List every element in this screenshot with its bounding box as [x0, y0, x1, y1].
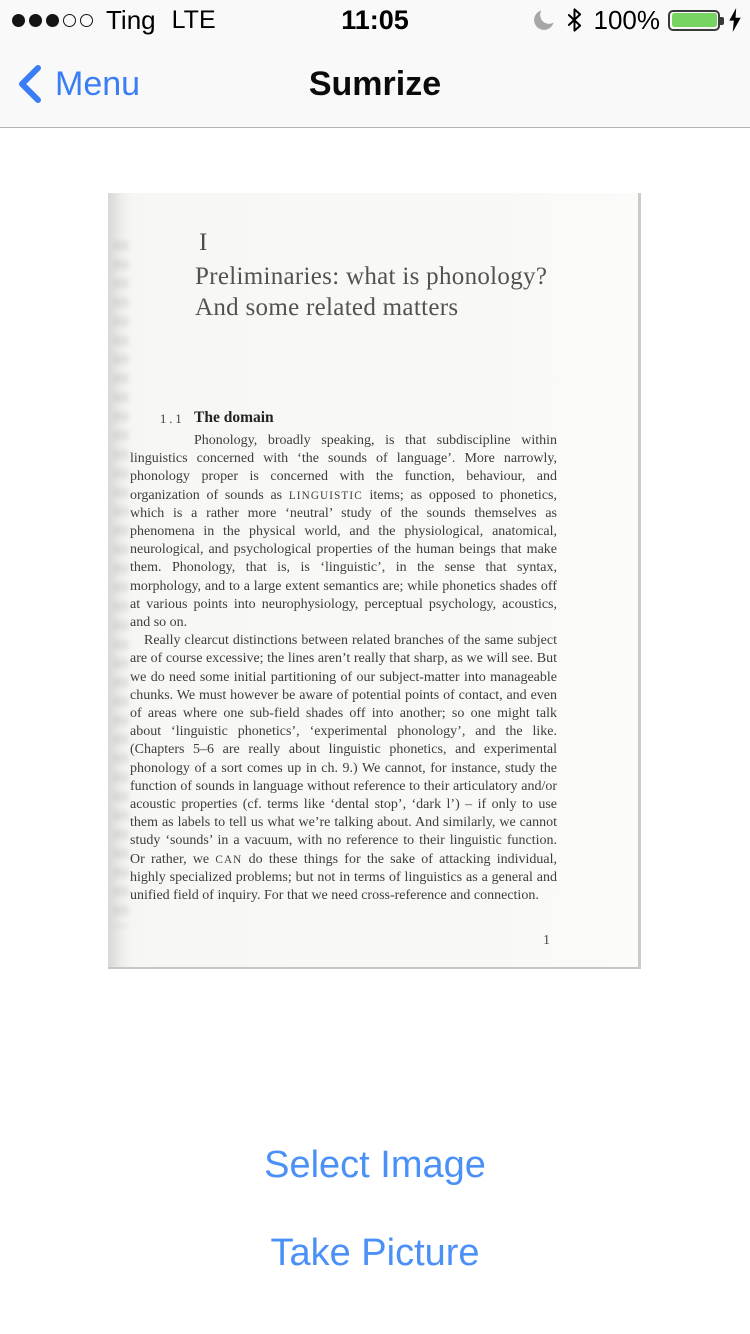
nav-bar	[0, 40, 750, 128]
body-text	[130, 432, 557, 905]
page-title: Sumrize	[308, 64, 442, 103]
page-bleedthrough-marks	[113, 241, 129, 927]
section-title: The domain	[194, 409, 274, 426]
network-type-label: LTE	[171, 5, 216, 34]
select-image-button[interactable]: Select Image	[0, 1144, 750, 1187]
do-not-disturb-moon-icon	[533, 9, 555, 31]
status-bar	[0, 0, 750, 40]
battery-percent-label: 100%	[593, 4, 660, 35]
chapter-title	[195, 261, 615, 323]
document-preview-image	[108, 193, 641, 969]
page-number: 1	[543, 933, 550, 948]
back-chevron-icon	[16, 64, 43, 104]
status-time: 11:05	[341, 4, 409, 35]
charging-bolt-icon	[728, 8, 742, 32]
back-button-label: Menu	[55, 64, 141, 103]
chapter-title-line2: And some related matters	[195, 294, 459, 321]
chapter-title-line1: Preliminaries: what is phonology?	[195, 263, 548, 290]
header	[0, 0, 750, 128]
paragraph-2: Really clearcut distinctions between related branches of the same subject are of course excessive; the lines aren’t really that sharp, as we will see. But we do need some initial partitioning of our subject-matter into manageable chunks. We must however be aware of potential points of contact, and even of areas where one sub-field shades off into another; so one might talk about ‘linguistic phonetics’, ‘experimental phonology’, and the like. (Chapters 5–6 are really about linguistic phonetics, and experimental phonology of a sort comes up in ch. 9.) We cannot, for instance, study the function of sounds in language without reference to their articulatory and/or acoustic properties (cf. terms like ‘dental stop’, ‘dark l’) – if only to use them as labels to tell us what we’re talking about. And similarly, we cannot study ‘sounds’ in a vacuum, with no reference to their linguistic function. Or rather, we CAN do these things for the sake of attacking individual, highly specialized problems; but not in terms of linguistics as a general and unified field of inquiry. For that we need cross-reference and connection.	[130, 633, 557, 904]
bluetooth-icon	[567, 7, 582, 33]
carrier-label: Ting	[106, 4, 156, 35]
paragraph-1: Phonology, broadly speaking, is that subdiscipline within linguistics concerned with ‘the sounds of language’. More narrowly, phonology proper is concerned with the function, behaviour, and organization of sounds as LINGUISTIC items; as opposed to phonetics, which is a rather more ‘neutral’ study of the sounds themselves as phenomena in the physical world, and the physiological, anatomical, neurological, and psychological properties of the human beings that make them. Phonology, that is, is ‘linguistic’, in the sense that syntax, morphology, and to a large extent semantics are; while phonetics shades off at various points into neurophysiology, perceptual psychology, acoustics, and so on.	[130, 433, 557, 631]
back-button[interactable]	[16, 40, 140, 128]
battery-full-icon	[668, 10, 720, 31]
section-number: 1.1	[160, 412, 185, 426]
take-picture-button[interactable]: Take Picture	[0, 1232, 750, 1275]
chapter-number: I	[199, 229, 208, 256]
